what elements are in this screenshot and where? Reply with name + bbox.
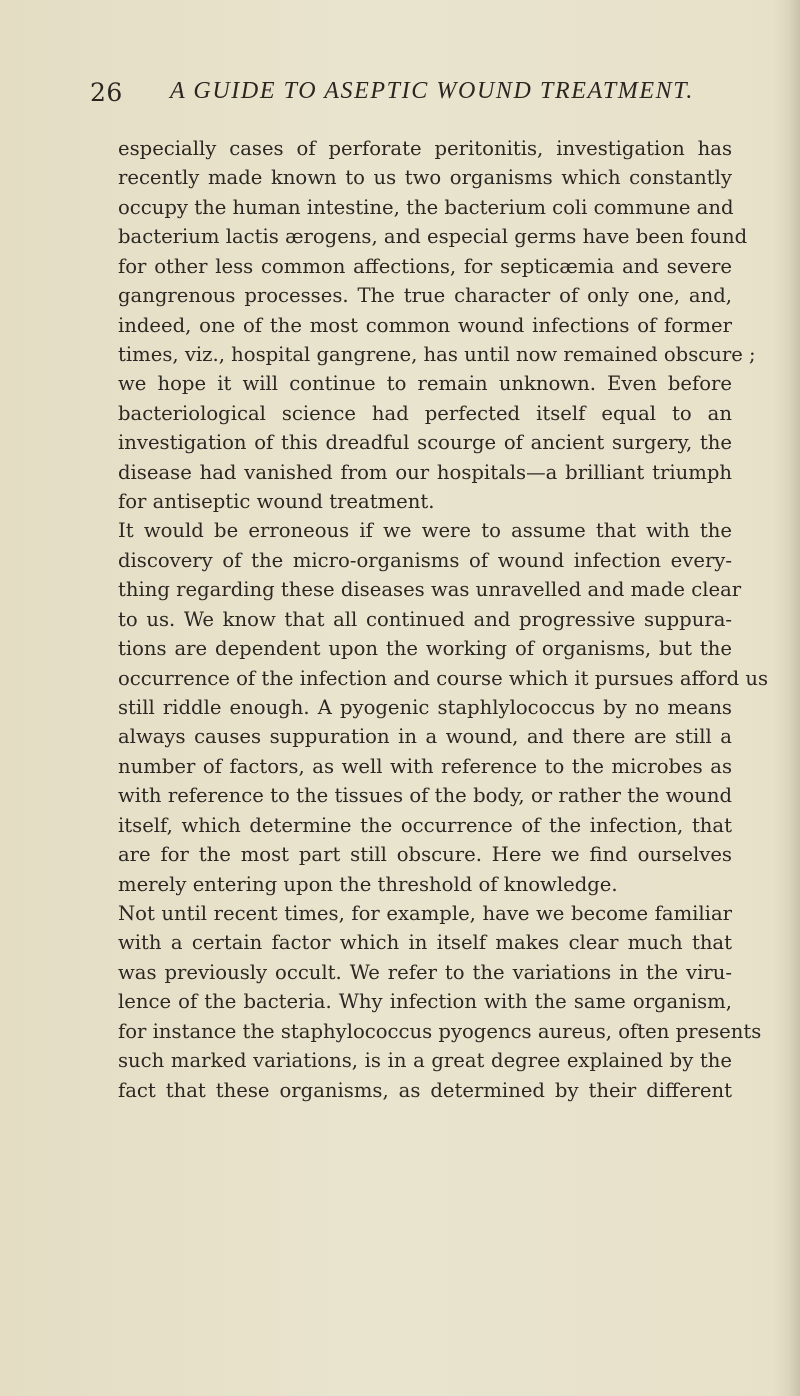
text-line: itself, which determine the occurrence of the infection, that xyxy=(118,813,732,837)
text-line: with reference to the tissues of the body, or rather the wound xyxy=(118,784,732,808)
text-line: we hope it will continue to remain unknown. Even before xyxy=(118,372,732,396)
text-line: Not until recent times, for example, have we become familiar xyxy=(118,901,732,925)
text-line: still riddle enough. A pyogenic staphlylococcus by no means xyxy=(118,696,732,720)
text-line: especially cases of perforate peritonitis, investigation has xyxy=(118,137,732,160)
text-line: always causes suppuration in a wound, and there are still a xyxy=(118,725,732,749)
text-line: times, viz., hospital gangrene, has until now remained obscure ; xyxy=(118,342,756,366)
text-line: bacteriological science had perfected itself equal to an xyxy=(118,401,732,425)
text-line: are for the most part still obscure. Here we find ourselves xyxy=(118,843,732,867)
text-line: merely entering upon the threshold of knowledge. xyxy=(118,872,618,896)
text-line: for other less common affections, for septicæmia and severe xyxy=(118,254,732,278)
text-line: with a certain factor which in itself makes clear much that xyxy=(118,931,732,955)
text-line: occurrence of the infection and course which it pursues afford us xyxy=(118,666,769,690)
text-line: thing regarding these diseases was unravelled and made clear xyxy=(118,578,742,602)
text-line: discovery of the micro-organisms of wound infection every- xyxy=(118,548,732,572)
text-line: such marked variations, is in a great degree explained by the xyxy=(118,1049,732,1073)
text-line: for instance the staphylococcus pyogencs aureus, often presents xyxy=(118,1019,762,1043)
text-line: occupy the human intestine, the bacterium coli commune and xyxy=(118,195,734,219)
text-line: fact that these organisms, as determined by their different xyxy=(118,1078,732,1102)
running-head: A GUIDE TO ASEPTIC WOUND TREATMENT. xyxy=(170,78,695,104)
text-line: disease had vanished from our hospitals—a brilliant triumph xyxy=(118,460,732,484)
text-line: It would be erroneous if we were to assume that with the xyxy=(118,519,732,543)
text-line: lence of the bacteria. Why infection with the same organism, xyxy=(118,990,732,1014)
text-line: tions are dependent upon the working of organisms, but the xyxy=(118,637,732,661)
text-line: was previously occult. We refer to the variations in the viru- xyxy=(118,960,732,984)
text-line: investigation of this dreadful scourge of ancient surgery, the xyxy=(118,431,732,455)
text-line: number of factors, as well with reference to the microbes as xyxy=(118,754,732,778)
text-line: to us. We know that all continued and progressive suppura- xyxy=(118,607,732,631)
text-line: recently made known to us two organisms which constantly xyxy=(118,166,732,190)
page-edge-shadow xyxy=(772,0,800,1396)
text-line: indeed, one of the most common wound infections of former xyxy=(118,313,732,337)
page-number: 26 xyxy=(90,78,123,107)
text-line: bacterium lactis ærogens, and especial germs have been found xyxy=(118,225,748,249)
text-line: gangrenous processes. The true character of only one, and, xyxy=(118,284,732,308)
body-text xyxy=(118,134,769,1105)
text-line: for antiseptic wound treatment. xyxy=(118,490,435,514)
page-header xyxy=(90,78,730,118)
